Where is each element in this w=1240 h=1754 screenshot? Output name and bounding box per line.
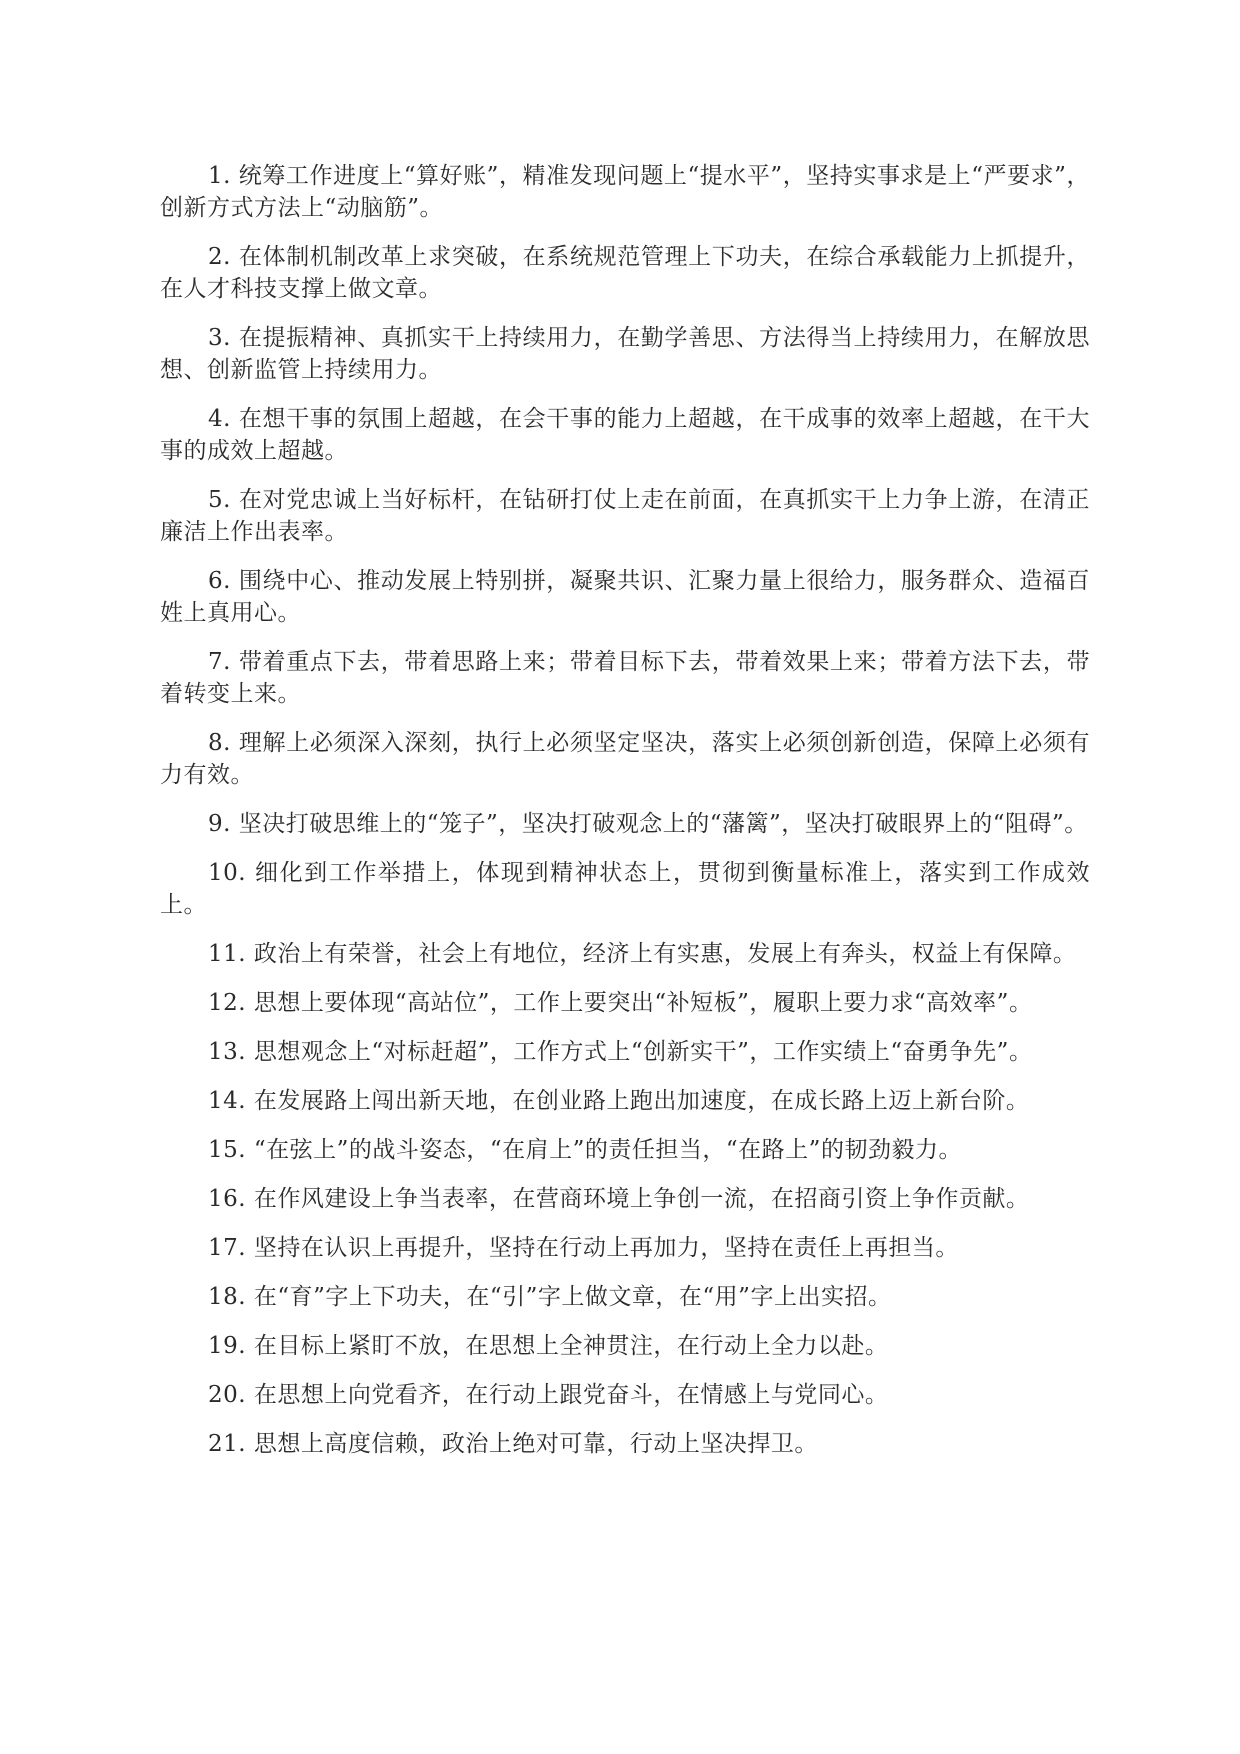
list-item: 14. 在发展路上闯出新天地，在创业路上跑出加速度，在成长路上迈上新台阶。 <box>208 1088 1030 1114</box>
list-item: 3. 在提振精神、真抓实干上持续用力，在勤学善思、方法得当上持续用力，在解放思想、创新监管上持续用力。 <box>160 325 1090 383</box>
list-item: 9. 坚决打破思维上的“笼子”，坚决打破观念上的“藩篱”，坚决打破眼界上的“阻碍”。 <box>208 811 1088 837</box>
list-item: 4. 在想干事的氛围上超越，在会干事的能力上超越，在干成事的效率上超越，在干大事的成效上超越。 <box>160 406 1090 464</box>
list-item: 13. 思想观念上“对标赶超”，工作方式上“创新实干”，工作实绩上“奋勇争先”。 <box>208 1039 1033 1065</box>
list-item: 5. 在对党忠诚上当好标杆，在钻研打仗上走在前面，在真抓实干上力争上游，在清正廉洁上作出表率。 <box>160 487 1090 545</box>
list-item: 12. 思想上要体现“高站位”，工作上要突出“补短板”，履职上要力求“高效率”。 <box>208 990 1033 1016</box>
list-item: 8. 理解上必须深入深刻，执行上必须坚定坚决，落实上必须创新创造，保障上必须有力有效。 <box>160 730 1090 788</box>
list-item: 19. 在目标上紧盯不放，在思想上全神贯注，在行动上全力以赴。 <box>208 1333 889 1359</box>
list-item: 20. 在思想上向党看齐，在行动上跟党奋斗，在情感上与党同心。 <box>208 1382 889 1408</box>
list-item: 17. 坚持在认识上再提升，坚持在行动上再加力，坚持在责任上再担当。 <box>208 1235 959 1261</box>
list-item: 16. 在作风建设上争当表率，在营商环境上争创一流，在招商引资上争作贡献。 <box>208 1186 1030 1212</box>
list-item: 1. 统筹工作进度上“算好账”，精准发现问题上“提水平”，坚持实事求是上“严要求”，创新方式方法上“动脑筋”。 <box>160 163 1090 221</box>
document-body <box>160 160 1090 1477</box>
list-item: 7. 带着重点下去，带着思路上来；带着目标下去，带着效果上来；带着方法下去，带着转变上来。 <box>160 649 1090 707</box>
list-item: 21. 思想上高度信赖，政治上绝对可靠，行动上坚决捍卫。 <box>208 1431 818 1457</box>
list-item: 18. 在“育”字上下功夫，在“引”字上做文章，在“用”字上出实招。 <box>208 1284 892 1310</box>
list-item: 6. 围绕中心、推动发展上特别拼，凝聚共识、汇聚力量上很给力，服务群众、造福百姓上真用心。 <box>160 568 1090 626</box>
list-item: 2. 在体制机制改革上求突破，在系统规范管理上下功夫，在综合承载能力上抓提升，在人才科技支撑上做文章。 <box>160 244 1090 302</box>
list-item: 15. “在弦上”的战斗姿态，“在肩上”的责任担当，“在路上”的韧劲毅力。 <box>208 1137 962 1163</box>
list-item: 10. 细化到工作举措上，体现到精神状态上，贯彻到衡量标准上，落实到工作成效上。 <box>160 860 1090 918</box>
list-item: 11. 政治上有荣誉，社会上有地位，经济上有实惠，发展上有奔头，权益上有保障。 <box>208 941 1077 967</box>
